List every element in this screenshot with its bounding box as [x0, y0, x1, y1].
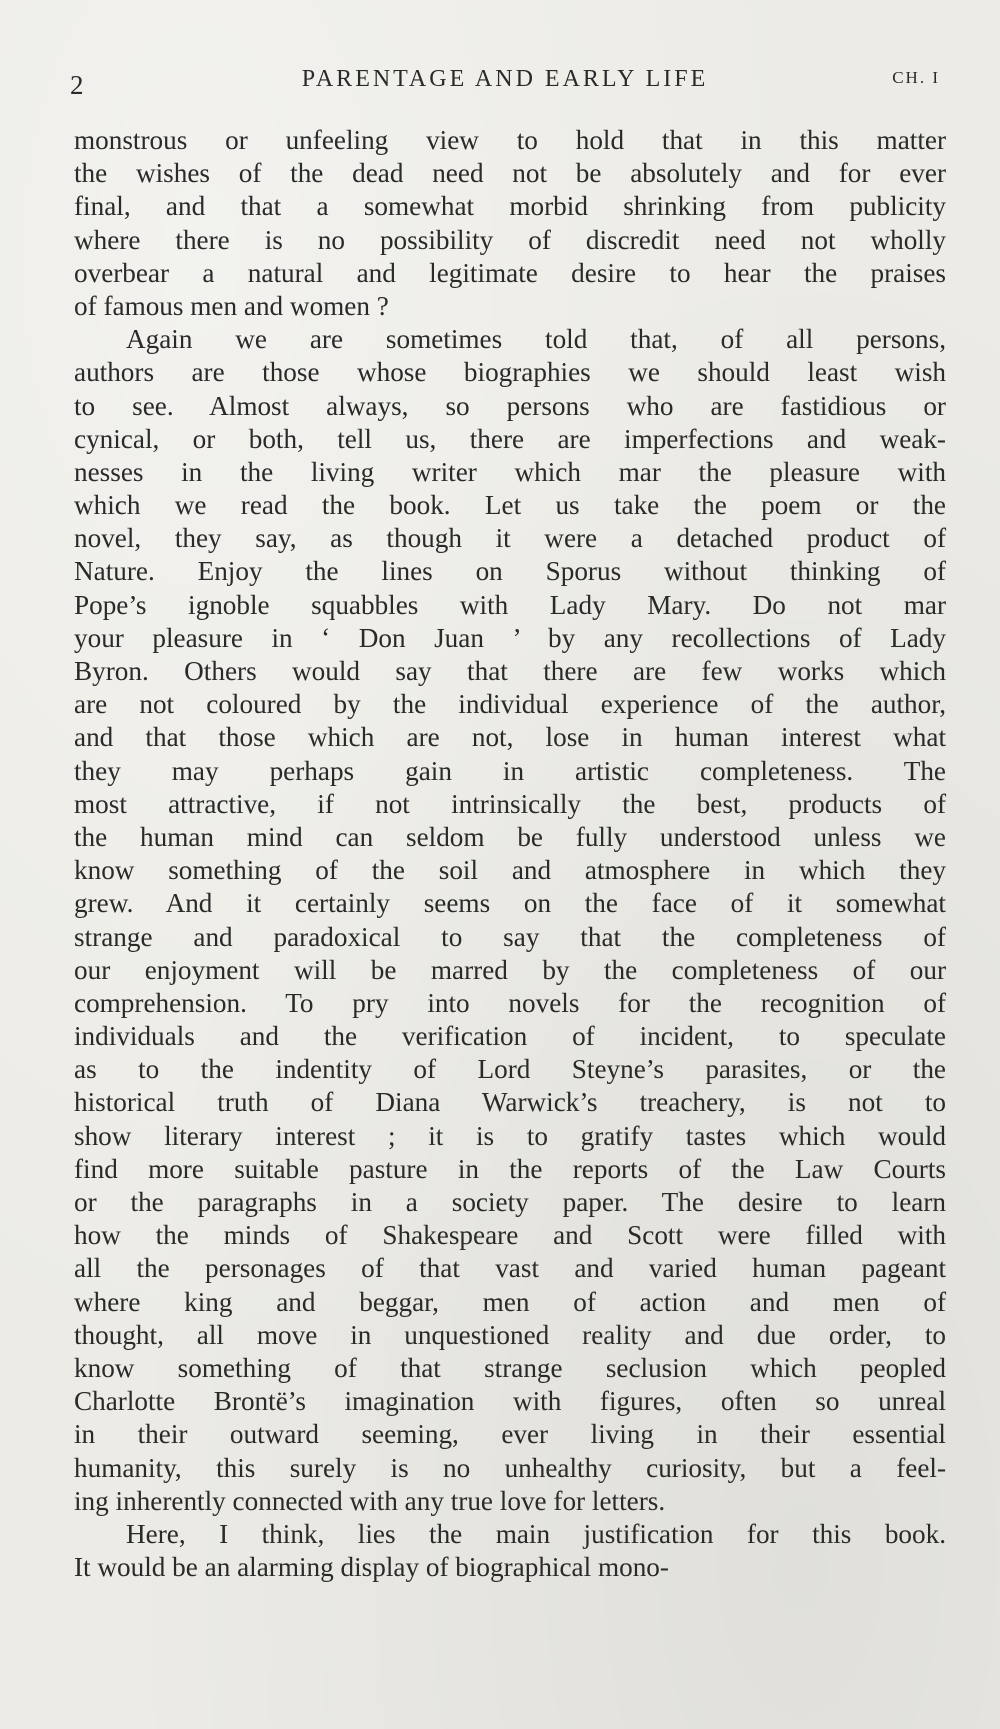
text-line: authors are those whose biographies we should least wish: [74, 357, 946, 388]
text-line: individuals and the verification of incident, to speculate: [74, 1021, 946, 1052]
text-line: where there is no possibility of discredit need not wholly: [74, 224, 946, 255]
running-head: [70, 62, 940, 102]
text-line: thought, all move in unquestioned reality and due order, to: [74, 1319, 946, 1350]
text-line: which we read the book. Let us take the poem or the: [74, 490, 946, 521]
body-text: [74, 124, 946, 1644]
text-line: Again we are sometimes told that, of all persons,: [126, 324, 946, 355]
running-title: PARENTAGE AND EARLY LIFE: [301, 66, 709, 92]
text-line: Byron. Others would say that there are few works which: [74, 656, 946, 686]
text-line: and that those which are not, lose in human interest what: [74, 722, 946, 753]
text-line: most attractive, if not intrinsically the best, products of: [74, 788, 946, 819]
text-line: overbear a natural and legitimate desire to hear the praises: [74, 257, 946, 288]
text-line: know something of the soil and atmosphere in which they: [74, 855, 946, 886]
text-line: grew. And it certainly seems on the face of it somewhat: [74, 888, 946, 919]
text-line: humanity, this surely is no unhealthy curiosity, but a feel-: [74, 1452, 946, 1483]
text-line: where king and beggar, men of action and men of: [74, 1286, 946, 1317]
text-line: the human mind can seldom be fully understood unless we: [74, 821, 946, 852]
text-line: they may perhaps gain in artistic completeness. The: [74, 755, 946, 786]
text-line: of famous men and women ?: [74, 290, 389, 321]
page-number: 2: [70, 70, 85, 100]
text-line: as to the indentity of Lord Steyne’s parasites, or the: [74, 1054, 946, 1085]
text-line: novel, they say, as though it were a detached product of: [74, 523, 946, 554]
text-line: nesses in the living writer which mar the pleasure with: [74, 456, 946, 487]
paragraph: [74, 323, 946, 1518]
text-line: cynical, or both, tell us, there are imperfections and weak-: [74, 423, 946, 454]
text-line: to see. Almost always, so persons who are fastidious or: [74, 390, 946, 421]
text-line: in their outward seeming, ever living in their essential: [74, 1419, 946, 1450]
text-line: find more suitable pasture in the reports of the Law Courts: [74, 1153, 946, 1184]
text-line: show literary interest ; it is to gratify tastes which would: [74, 1120, 946, 1151]
text-line: how the minds of Shakespeare and Scott were filled with: [74, 1220, 946, 1251]
text-line: are not coloured by the individual experience of the author,: [74, 689, 946, 720]
text-line: It would be an alarming display of biographical mono-: [74, 1552, 669, 1583]
text-line: comprehension. To pry into novels for the recognition of: [74, 987, 946, 1018]
text-line: ing inherently connected with any true love for letters.: [74, 1485, 666, 1516]
text-line: all the personages of that vast and varied human pageant: [74, 1253, 946, 1284]
paragraph: [74, 1518, 946, 1584]
text-line: final, and that a somewhat morbid shrinking from publicity: [74, 191, 946, 222]
text-line: or the paragraphs in a society paper. The desire to learn: [74, 1187, 946, 1217]
text-line: historical truth of Diana Warwick’s treachery, is not to: [74, 1087, 946, 1118]
text-line: our enjoyment will be marred by the completeness of our: [74, 954, 946, 985]
text-line: Pope’s ignoble squabbles with Lady Mary. Do not mar: [74, 589, 946, 620]
text-line: monstrous or unfeeling view to hold that in this matter: [74, 125, 946, 155]
text-line: Nature. Enjoy the lines on Sporus without thinking of: [74, 556, 946, 587]
paragraph: [74, 124, 946, 323]
text-line: Charlotte Brontë’s imagination with figures, often so unreal: [74, 1386, 946, 1417]
chapter-label: CH. I: [892, 68, 940, 87]
text-line: strange and paradoxical to say that the completeness of: [74, 921, 946, 952]
text-line: know something of that strange seclusion which peopled: [74, 1352, 946, 1383]
text-line: the wishes of the dead need not be absolutely and for ever: [74, 158, 946, 189]
text-line: your pleasure in ‘ Don Juan ’ by any recollections of Lady: [74, 622, 946, 653]
text-line: Here, I think, lies the main justification for this book.: [126, 1518, 946, 1549]
